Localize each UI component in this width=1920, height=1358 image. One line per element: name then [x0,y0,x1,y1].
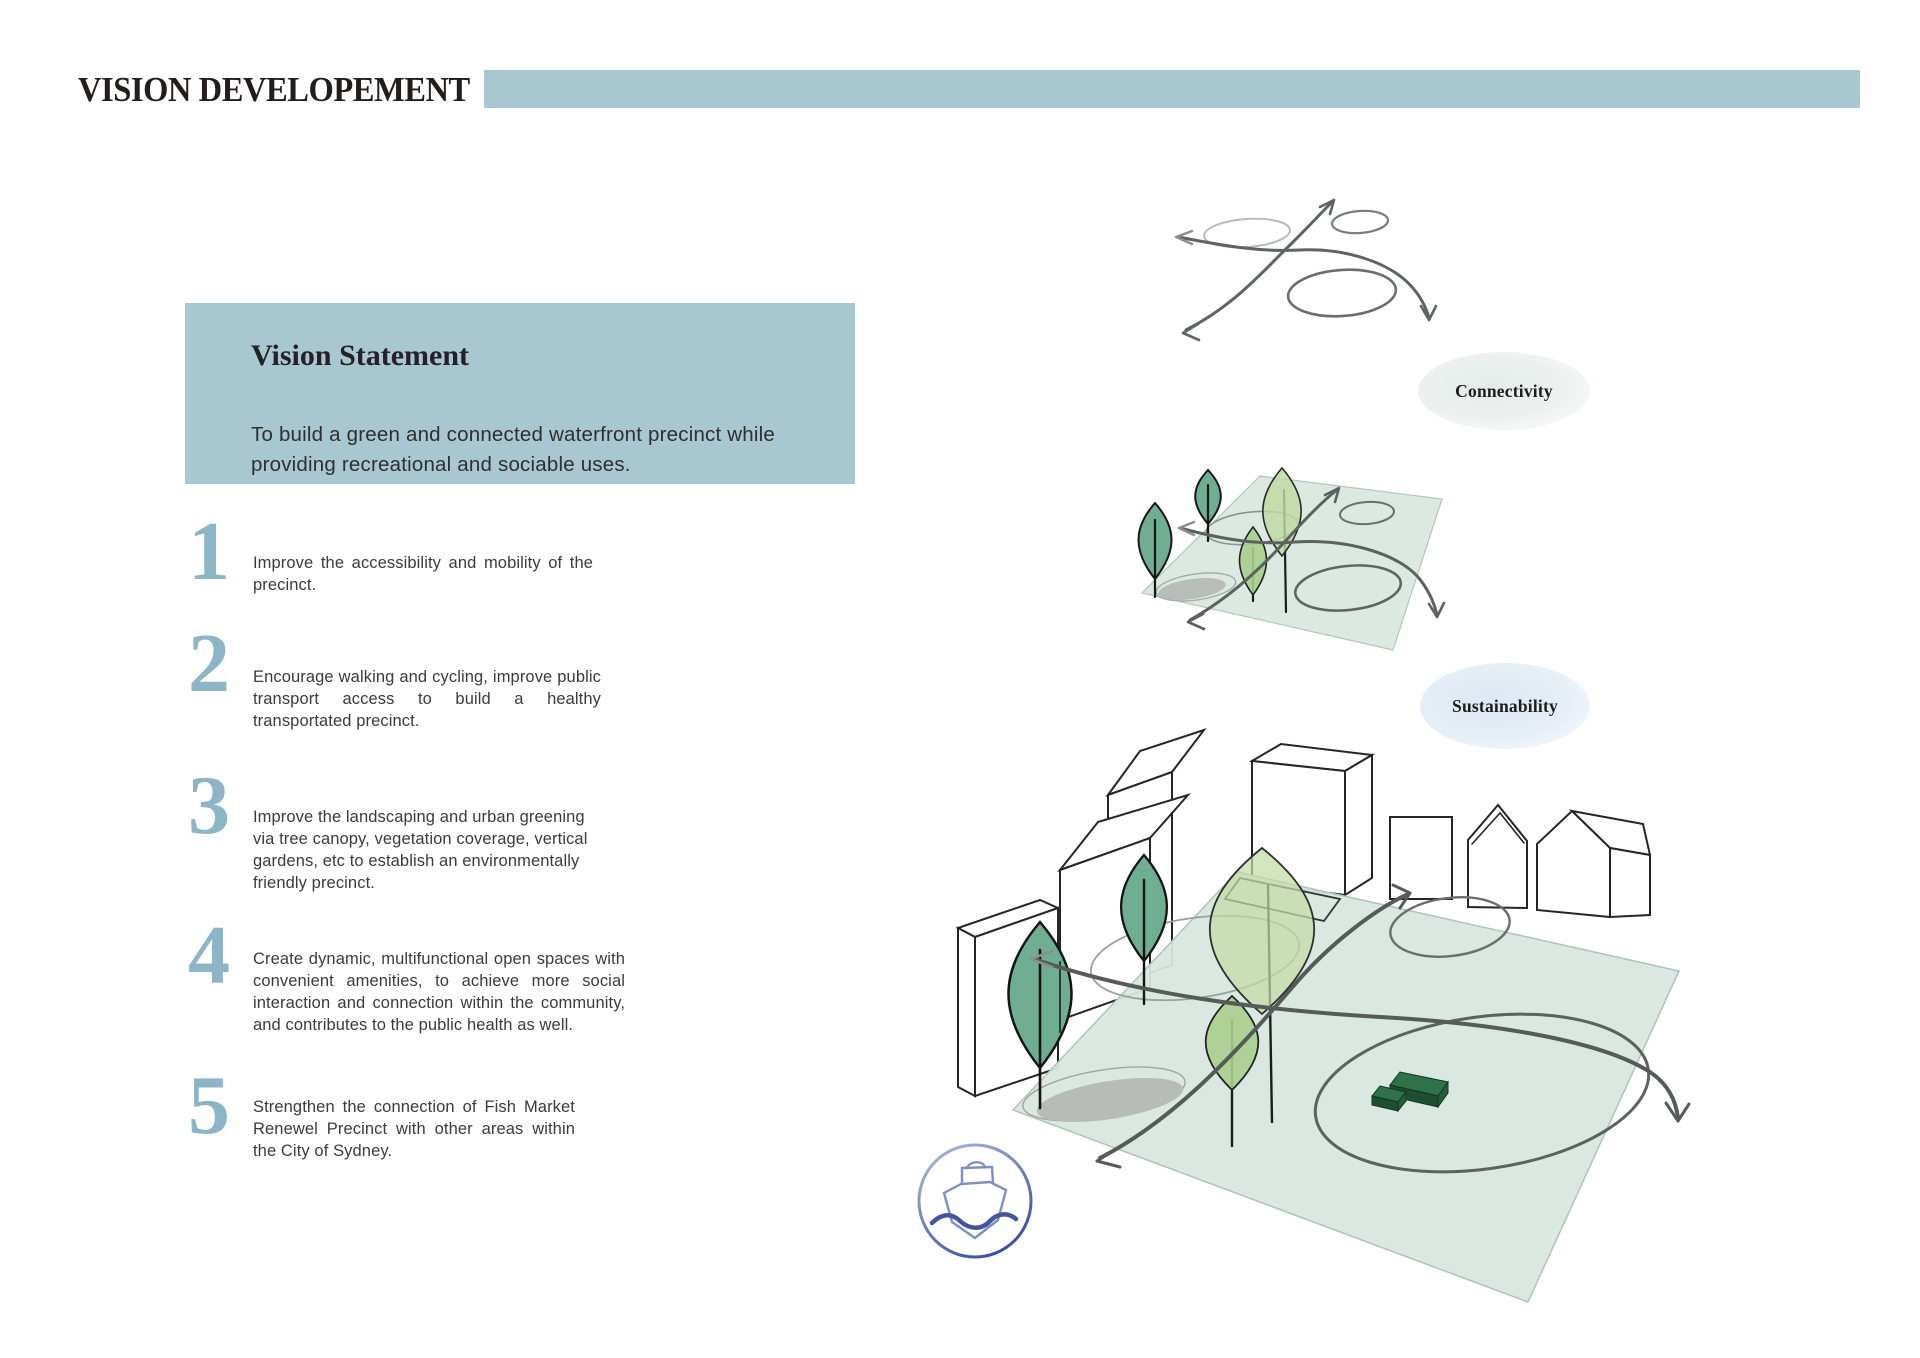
greening-plane-sketch [1138,468,1444,650]
principle-text: Create dynamic, multifunctional open spaces with convenient amenities, to achieve more social interaction and connection within the community, and contributes to the public health as well. [253,950,625,1034]
sustainability-label [1420,663,1590,749]
principle-number: 5 [188,1059,230,1152]
principle-text: Improve the accessibility and mobility of the precinct. [253,554,593,594]
masterplan-sketch [958,730,1689,1302]
ferry-icon [919,1145,1031,1257]
sustainability-label-text: Sustainability [1452,695,1558,716]
vision-statement-body: To build a green and connected waterfront precinct while providing recreational and sociable uses. [251,422,776,476]
house-outline [1468,805,1527,908]
principle-text: Improve the landscaping and urban greening via tree canopy, vegetation coverage, vertical gardens, etc to establish an environmentally friendly precinct. [253,808,588,892]
connectivity-label-text: Connectivity [1455,380,1553,401]
page-title: VISION DEVELOPEMENT [78,70,470,109]
principle-number: 4 [188,909,230,1002]
principle-number: 1 [188,505,230,598]
principle-number: 3 [188,759,230,852]
principle-number: 2 [188,617,230,710]
connectivity-label [1418,352,1590,430]
connectivity-flow-sketch [1176,200,1436,340]
principle-text: Strengthen the connection of Fish Market Renewel Precinct with other areas within the City of Sydney. [253,1098,575,1160]
vision-statement-title: Vision Statement [251,339,470,372]
principle-text: Encourage walking and cycling, improve public transport access to build a healthy transportated precinct. [253,668,601,730]
